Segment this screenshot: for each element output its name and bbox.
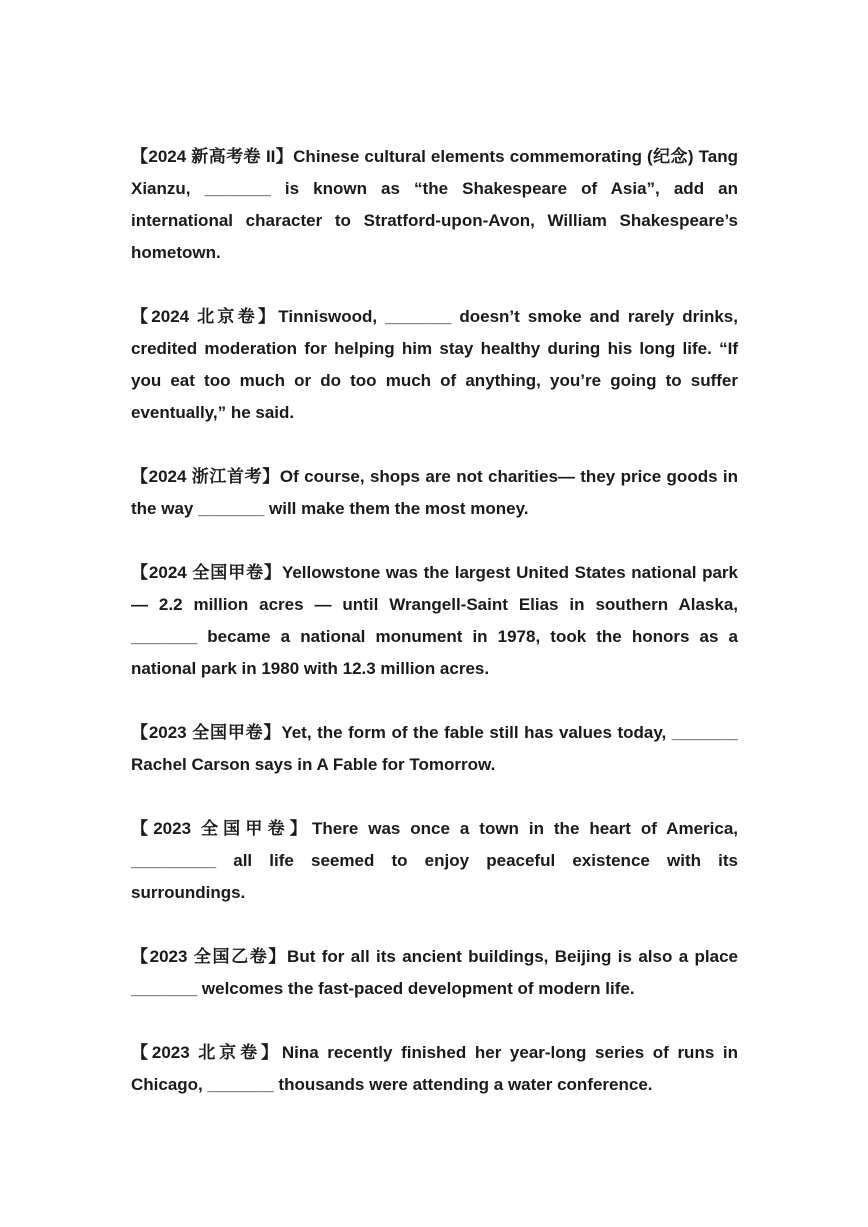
question-text-after: welcomes the fast-paced development of modern life. bbox=[197, 979, 635, 998]
question-item bbox=[131, 461, 738, 525]
answer-blank: _________ bbox=[131, 851, 217, 870]
answer-blank: _______ bbox=[198, 499, 265, 518]
question-source-tag: 【2023 北京卷】 bbox=[131, 1043, 282, 1062]
question-source-tag: 【2024 北京卷】 bbox=[131, 307, 279, 326]
question-text-before: Chinese cultural elements commemorating (纪念) Tang Xianzu, bbox=[131, 147, 738, 198]
question-source-tag: 【2023 全国甲卷】 bbox=[131, 819, 312, 838]
question-item bbox=[131, 1037, 738, 1101]
question-source-tag: 【2024 浙江首考】 bbox=[131, 467, 280, 486]
exercise-page bbox=[131, 141, 738, 1133]
question-text-after: will make them the most money. bbox=[264, 499, 529, 518]
question-text-before: Yet, the form of the fable still has values today, bbox=[281, 723, 672, 742]
question-text-before: But for all its ancient buildings, Beijing is also a place bbox=[287, 947, 739, 966]
answer-blank: _______ bbox=[207, 1075, 274, 1094]
question-item bbox=[131, 717, 738, 781]
answer-blank: _______ bbox=[385, 307, 452, 326]
question-text-before: There was once a town in the heart of America, bbox=[312, 819, 738, 838]
question-item bbox=[131, 301, 738, 429]
answer-blank: _______ bbox=[131, 627, 198, 646]
question-item bbox=[131, 941, 738, 1005]
question-text-after: thousands were attending a water conference. bbox=[273, 1075, 653, 1094]
question-item bbox=[131, 813, 738, 909]
question-item bbox=[131, 557, 738, 685]
answer-blank: _______ bbox=[671, 723, 739, 742]
question-text-before: Nina recently finished her year-long series of runs in Chicago, bbox=[131, 1043, 738, 1094]
question-text-after: became a national monument in 1978, took the honors as a national park in 1980 with 12.3 million acres. bbox=[131, 627, 738, 678]
question-text-before: Of course, shops are not charities— they price goods in the way bbox=[131, 467, 738, 518]
question-text-before: Yellowstone was the largest United States national park — 2.2 million acres — until Wrangell-Saint Elias in southern Alaska, bbox=[131, 563, 738, 614]
question-item bbox=[131, 141, 738, 269]
question-source-tag: 【2023 全国甲卷】 bbox=[131, 723, 282, 742]
question-text-after: is known as “the Shakespeare of Asia”, add an international character to Stratford-upon-Avon, William Shakespeare’s hometown. bbox=[131, 179, 738, 262]
answer-blank: _______ bbox=[131, 979, 198, 998]
question-source-tag: 【2023 全国乙卷】 bbox=[131, 947, 288, 966]
question-text-before: Tinniswood, bbox=[278, 307, 386, 326]
question-text-after: doesn’t smoke and rarely drinks, credited moderation for helping him stay healthy during his long life. “If you eat too much or do too much of anything, you’re going to suffer eventually,” he said. bbox=[131, 307, 738, 422]
answer-blank: _______ bbox=[204, 179, 271, 198]
question-text-after: all life seemed to enjoy peaceful existence with its surroundings. bbox=[131, 851, 738, 902]
question-text-after: Rachel Carson says in A Fable for Tomorrow. bbox=[131, 755, 496, 774]
question-source-tag: 【2024 全国甲卷】 bbox=[131, 563, 282, 582]
question-source-tag: 【2024 新高考卷 II】 bbox=[131, 147, 294, 166]
